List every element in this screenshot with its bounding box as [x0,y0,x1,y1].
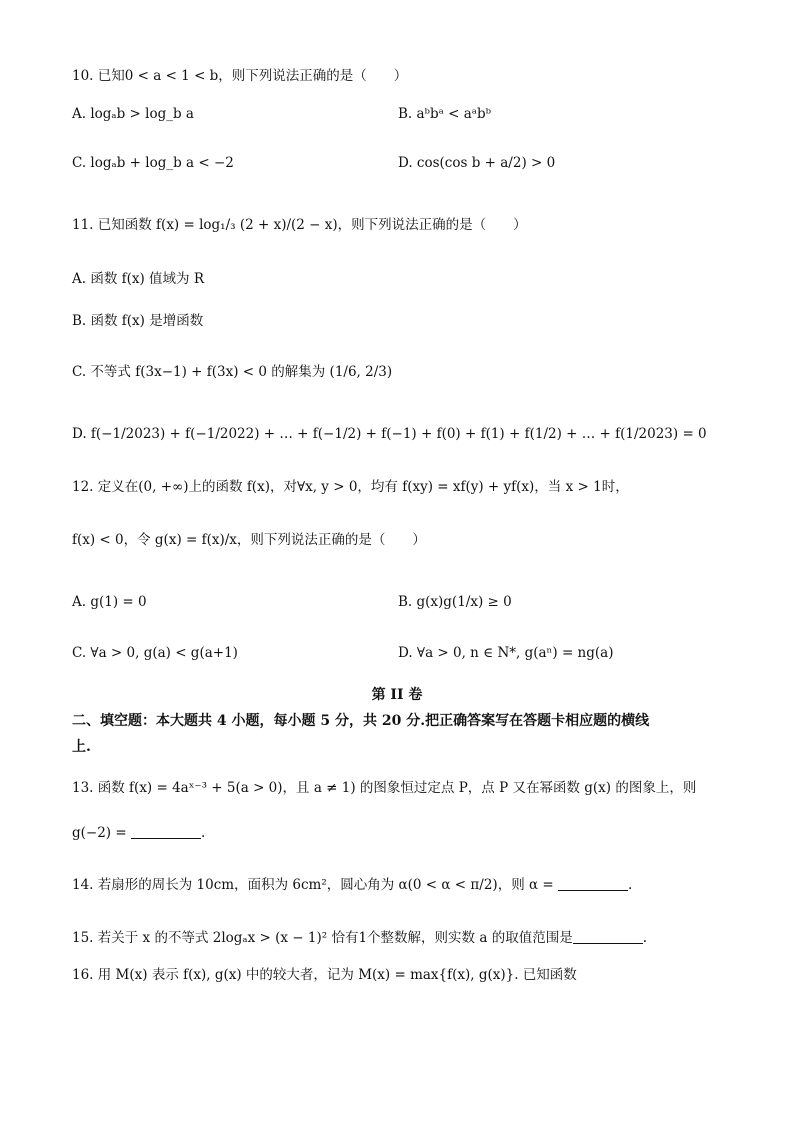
q11-option-a: A. 函数 f(x) 值域为 R [72,271,205,287]
q15-end: . [642,930,647,946]
q10-option-d: D. cos(cos b + a/2) > 0 [398,155,556,171]
q12-option-b: B. g(x)g(1/x) ≥ 0 [398,594,512,610]
q15-stem [72,929,647,946]
q10-option-c: C. logₐb + log_b a < −2 [72,155,234,171]
q11-option-d: D. f(−1/2023) + f(−1/2022) + … + f(−1/2) + f(−1) + f(0) + f(1) + f(1/2) + … + f(1/2023) = 0 [72,426,707,442]
q11-option-b: B. 函数 f(x) 是增函数 [72,313,204,329]
q14-end: . [628,877,633,893]
q15-text: 15. 若关于 x 的不等式 2logₐx > (x − 1)² 恰有1个整数解，则实数 a 的取值范围是 [72,930,573,946]
q15-answer-blank[interactable] [573,929,643,944]
q11-option-c: C. 不等式 f(3x−1) + f(3x) < 0 的解集为 (1/6, 2/3) [72,364,393,380]
q13-stem-line1: 13. 函数 f(x) = 4aˣ⁻³ + 5(a > 0)，且 a ≠ 1) 的图象恒过定点 P，点 P 又在幂函数 g(x) 的图象上，则 [72,780,697,796]
q12-stem-line1: 12. 定义在(0, +∞)上的函数 f(x)，对∀x, y > 0，均有 f(xy) = xf(y) + yf(x)，当 x > 1时， [72,479,629,495]
q13-text: g(−2) = [72,825,127,841]
q13-end: . [200,825,206,841]
q14-answer-blank[interactable] [558,876,628,891]
q10-option-b: B. aᵇbᵃ < aᵃbᵇ [398,106,491,122]
q12-stem-line2: f(x) < 0，令 g(x) = f(x)/x，则下列说法正确的是（ ） [72,532,426,548]
q10-stem: 10. 已知0 < a < 1 < b，则下列说法正确的是（ ） [72,68,408,84]
q13-answer-blank[interactable] [131,824,201,839]
q14-stem [72,876,632,893]
q14-text: 14. 若扇形的周长为 10cm，面积为 6cm²，圆心角为 α(0 < α < π/2)，则 α = [72,877,554,893]
q16-stem: 16. 用 M(x) 表示 f(x), g(x) 中的较大者，记为 M(x) = max{f(x), g(x)}. 已知函数 [72,967,577,983]
section-instructions-line1: 二、填空题：本大题共 4 小题，每小题 5 分，共 20 分.把正确答案写在答题卡相应题的横线 [72,713,650,729]
section-title: 第 II 卷 [371,687,423,703]
q12-option-a: A. g(1) = 0 [72,594,147,610]
q11-stem: 11. 已知函数 f(x) = log₁/₃ (2 + x)/(2 − x)，则下列说法正确的是（ ） [72,217,527,233]
q12-option-c: C. ∀a > 0, g(a) < g(a+1) [72,645,238,661]
q12-option-d: D. ∀a > 0, n ∈ N*, g(aⁿ) = ng(a) [398,645,614,661]
section-instructions-line2: 上. [72,739,91,755]
q13-stem-line2 [72,824,205,841]
q10-option-a: A. logₐb > log_b a [72,106,194,122]
